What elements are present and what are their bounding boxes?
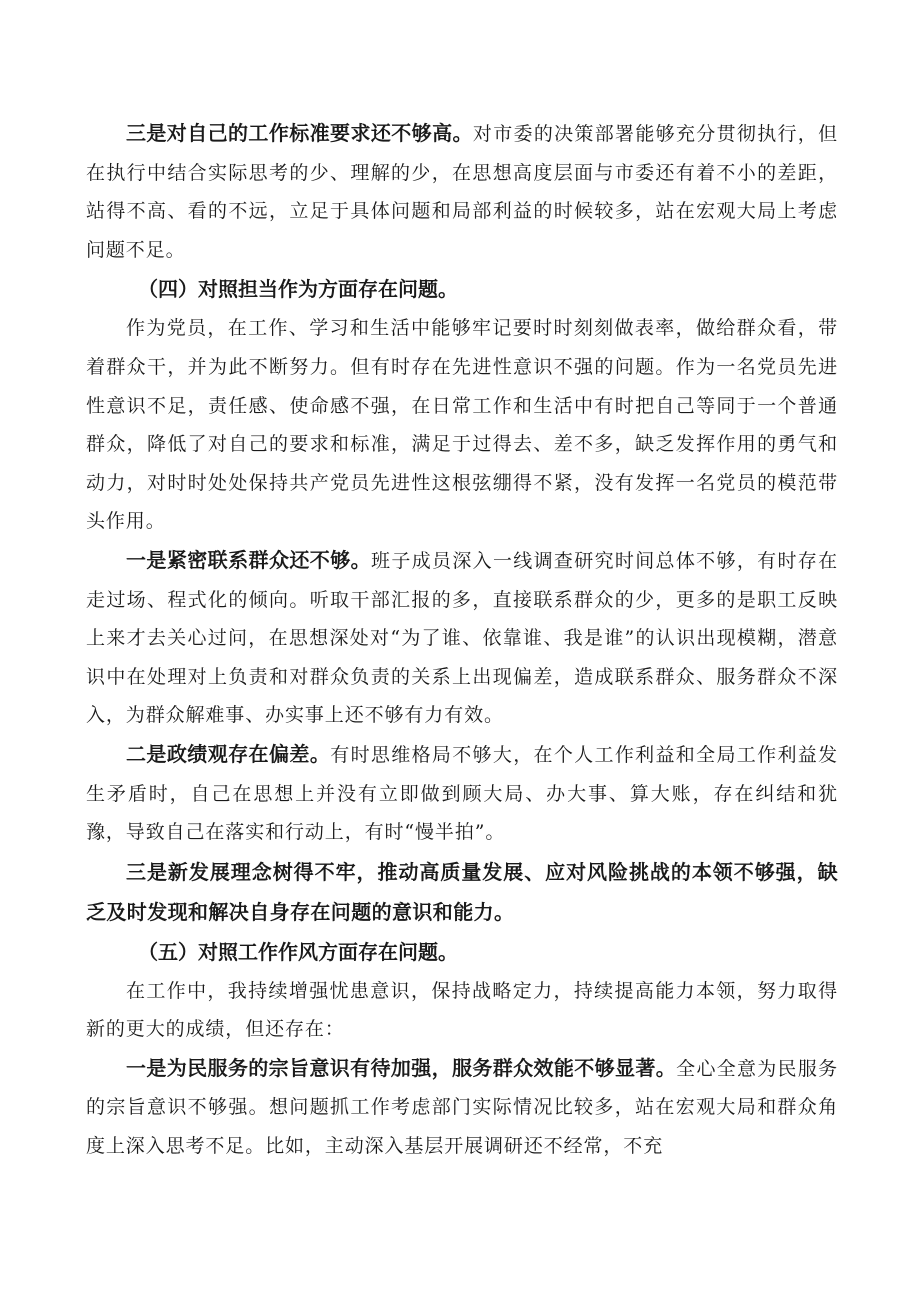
paragraph-text: 全心全意为民服务的宗旨意识不够强。想问题抓工作考虑部门实际情况比较多，站在宏观大局和群众角度上深入思考不足。比如，主动深入基层开展调研还不经常，不充 [86, 1057, 839, 1158]
paragraph-text: 作为党员，在工作、学习和生活中能够牢记要时时刻刻做表率，做给群众看，带着群众干，并为此不断努力。但有时存在先进性意识不强的问题。作为一名党员先进性意识不足，责任感、使命感不强，在日常工作和生活中有时把自己等同于一个普通群众，降低了对自己的要求和标准，满足于过得去、差不多，缺乏发挥作用的勇气和动力，对时时处处保持共产党员先进性这根弦绷得不紧，没有发挥一名党员的模范带头作用。 [86, 317, 838, 533]
paragraph-text: 班子成员深入一线调查研究时间总体不够，有时存在走过场、程式化的倾向。听取干部汇报的多，直接联系群众的少，更多的是职工反映上来才去关心过问，在思想深处对“为了谁、依靠谁、我是谁”的认识出现模糊，潜意识中在处理对上负责和对群众负责的关系上出现偏差，造成联系群众、服务群众不深入，为群众解难事、办实事上还不够有力有效。 [86, 549, 838, 727]
document-body [86, 114, 838, 1166]
paragraph-work-standard [86, 114, 838, 269]
paragraph-text: 在工作中，我持续增强忧患意识，保持战略定力，持续提高能力本领，努力取得新的更大的成绩，但还存在： [86, 979, 838, 1041]
section-heading-four: （四）对照担当作为方面存在问题。 [138, 277, 458, 302]
section-heading-five: （五）对照工作作风方面存在问题。 [138, 939, 458, 964]
paragraph-lead: 一是紧密联系群众还不够。 [126, 547, 372, 572]
paragraph-party-member [86, 309, 838, 541]
paragraph-lead: 一是为民服务的宗旨意识有待加强，服务群众效能不够显著。 [126, 1055, 677, 1080]
paragraph-work-intro [86, 972, 838, 1049]
paragraph-new-development: 三是新发展理念树得不牢，推动高质量发展、应对风险挑战的本领不够强，缺乏及时发现和解决自身存在问题的意识和能力。 [86, 859, 838, 924]
paragraph-serve-people [86, 1049, 838, 1166]
paragraph-lead: 三是对自己的工作标准要求还不够高。 [126, 121, 473, 145]
paragraph-contact-masses [86, 541, 838, 735]
paragraph-lead: 二是政绩观存在偏差。 [126, 741, 331, 766]
paragraph-performance-view [86, 735, 838, 852]
paragraph-text: 对市委的决策部署能够充分贯彻执行，但在执行中结合实际思考的少、理解的少，在思想高度层面与市委还有着不小的差距，站得不高、看的不远，立足于具体问题和局部利益的时候较多，站在宏观大局上考虑问题不足。 [86, 123, 839, 261]
paragraph-text: 有时思维格局不够大，在个人工作利益和全局工作利益发生矛盾时，自己在思想上并没有立即做到顾大局、办大事、算大账，存在纠结和犹豫，导致自己在落实和行动上，有时“慢半拍”。 [86, 743, 838, 844]
